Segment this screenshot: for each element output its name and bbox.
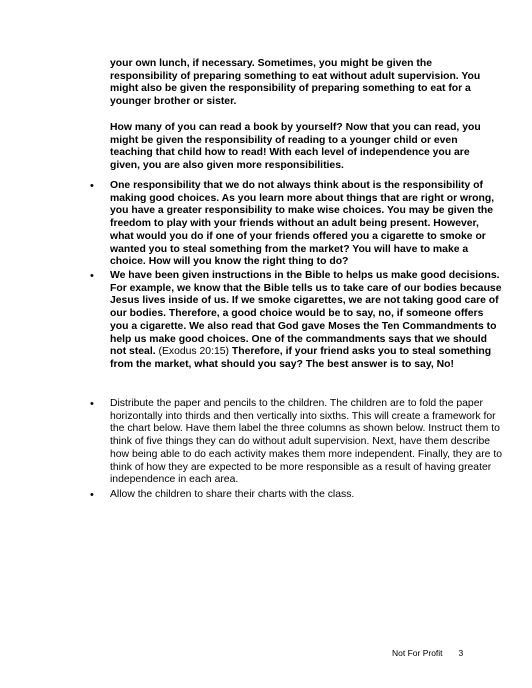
bullet-paragraph-choices: One responsibility that we do not always think about is the responsibility of making good choices. As you learn more about things that are right or wrong, you have a greater responsibility to make wise choices. You may be given the freedom to play with your friends without an adult being present. However, what would you do if one of your friends offered you a cigarette to smoke or wanted you to steal something from the market? You will have to make a choice. How will you know the right thing to do? bbox=[110, 180, 495, 268]
bullet-paragraph-share: Allow the children to share their charts with the class. bbox=[110, 489, 355, 500]
bullet-marker: • bbox=[90, 398, 94, 410]
page-number: 3 bbox=[458, 648, 464, 658]
bullet-paragraph-bible bbox=[110, 270, 502, 372]
bible-text-before: We have been given instructions in the Bible to helps us make good decisions. For example, we know that the Bible tells us to take care of our bodies because Jesus lives inside of us. If we smoke cigarettes, we are not taking good care of our bodies. Therefore, a good choice would be to say, no, if someone offers you a cigarette. We also read that God gave Moses the Ten Commandments to help us make good choices. One of the commandments says that we should not steal. bbox=[110, 270, 502, 358]
footer-label: Not For Profit bbox=[392, 648, 443, 658]
bullet-marker: • bbox=[90, 180, 94, 192]
bible-text-after: Therefore, if your friend asks you to steal something from the market, what should you say? The best answer is to say, No! bbox=[110, 346, 492, 370]
bullet-paragraph-instructions: Distribute the paper and pencils to the children. The children are to fold the paper horizontally into thirds and then vertically into sixths. This will create a framework for the chart below. Have them label the three columns as shown below. Instruct them to think of five things they can do without adult supervision. Next, have them describe how being able to do each activity makes them more independent. Finally, they are to think of how they are expected to be more responsible as a result of having greater independence in each area. bbox=[110, 398, 502, 486]
page-footer bbox=[392, 648, 463, 658]
intro-paragraph-1: your own lunch, if necessary. Sometimes, you might be given the responsibility of preparing something to eat without adult supervision. You might also be given the responsibility of preparing something to eat for a younger brother or sister. bbox=[110, 58, 481, 108]
bullet-marker: • bbox=[90, 489, 94, 501]
scripture-reference: (Exodus 20:15) bbox=[155, 346, 229, 358]
intro-paragraph-2: How many of you can read a book by yourself? Now that you can read, you might be given the responsibility of reading to a younger child or even teaching that child how to read! With each level of independence you are given, you are also given more responsibilities. bbox=[110, 122, 481, 172]
bullet-marker: • bbox=[90, 270, 94, 282]
